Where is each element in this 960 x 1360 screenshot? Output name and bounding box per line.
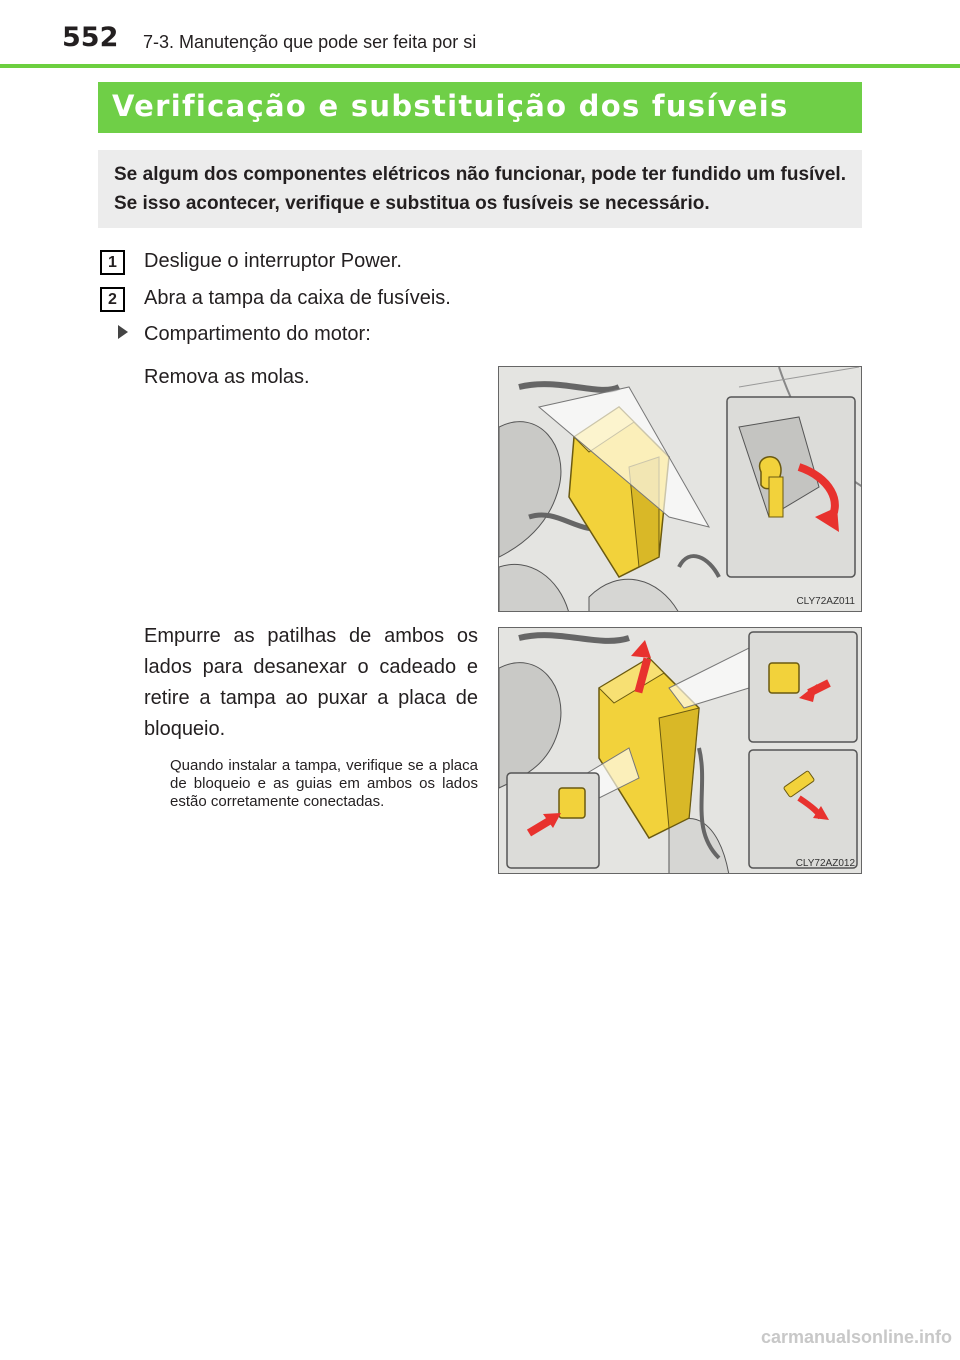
- bullet-arrow-icon: [118, 325, 128, 339]
- figure-code: CLY72AZ012: [795, 858, 855, 869]
- chapter-title: 7-3. Manutenção que pode ser feita por si: [143, 32, 477, 52]
- page-number: 552: [62, 22, 119, 53]
- step-number-2: 2: [100, 287, 125, 312]
- section-banner: [98, 82, 862, 133]
- installation-note: Quando instalar a tampa, verifique se a placa de bloqueio e as guias em ambos os lados estão corretamente conectadas.: [170, 757, 478, 810]
- figure-engine-fuse-box-clips: [498, 366, 862, 612]
- step-number-1: 1: [100, 250, 125, 275]
- watermark: carmanualsonline.info: [760, 1327, 952, 1347]
- step-text-1: Desligue o interruptor Power.: [144, 250, 402, 272]
- subsection-heading: Compartimento do motor:: [144, 323, 371, 345]
- instruction-remove-clips: Remova as molas.: [144, 366, 310, 388]
- step-text-2: Abra a tampa da caixa de fusíveis.: [144, 287, 451, 309]
- intro-box: [98, 150, 862, 228]
- header-rule: [0, 64, 960, 68]
- fuse-box-cover-illustration: [499, 628, 862, 874]
- section-title: Verificação e substituição dos fusíveis: [112, 89, 789, 123]
- figure-fuse-box-cover-release: [498, 627, 862, 874]
- intro-text: Se algum dos componentes elétricos não funcionar, pode ter fundido um fusível. Se isso acontecer, verifique e substitua os fusíveis se necessário.: [114, 164, 846, 214]
- figure-code: CLY72AZ011: [796, 596, 855, 607]
- instruction-detach-cover: Empurre as patilhas de ambos os lados para desanexar o cadeado e retire a tampa ao puxar a placa de bloqueio.: [144, 625, 478, 740]
- engine-compartment-illustration: [499, 367, 862, 612]
